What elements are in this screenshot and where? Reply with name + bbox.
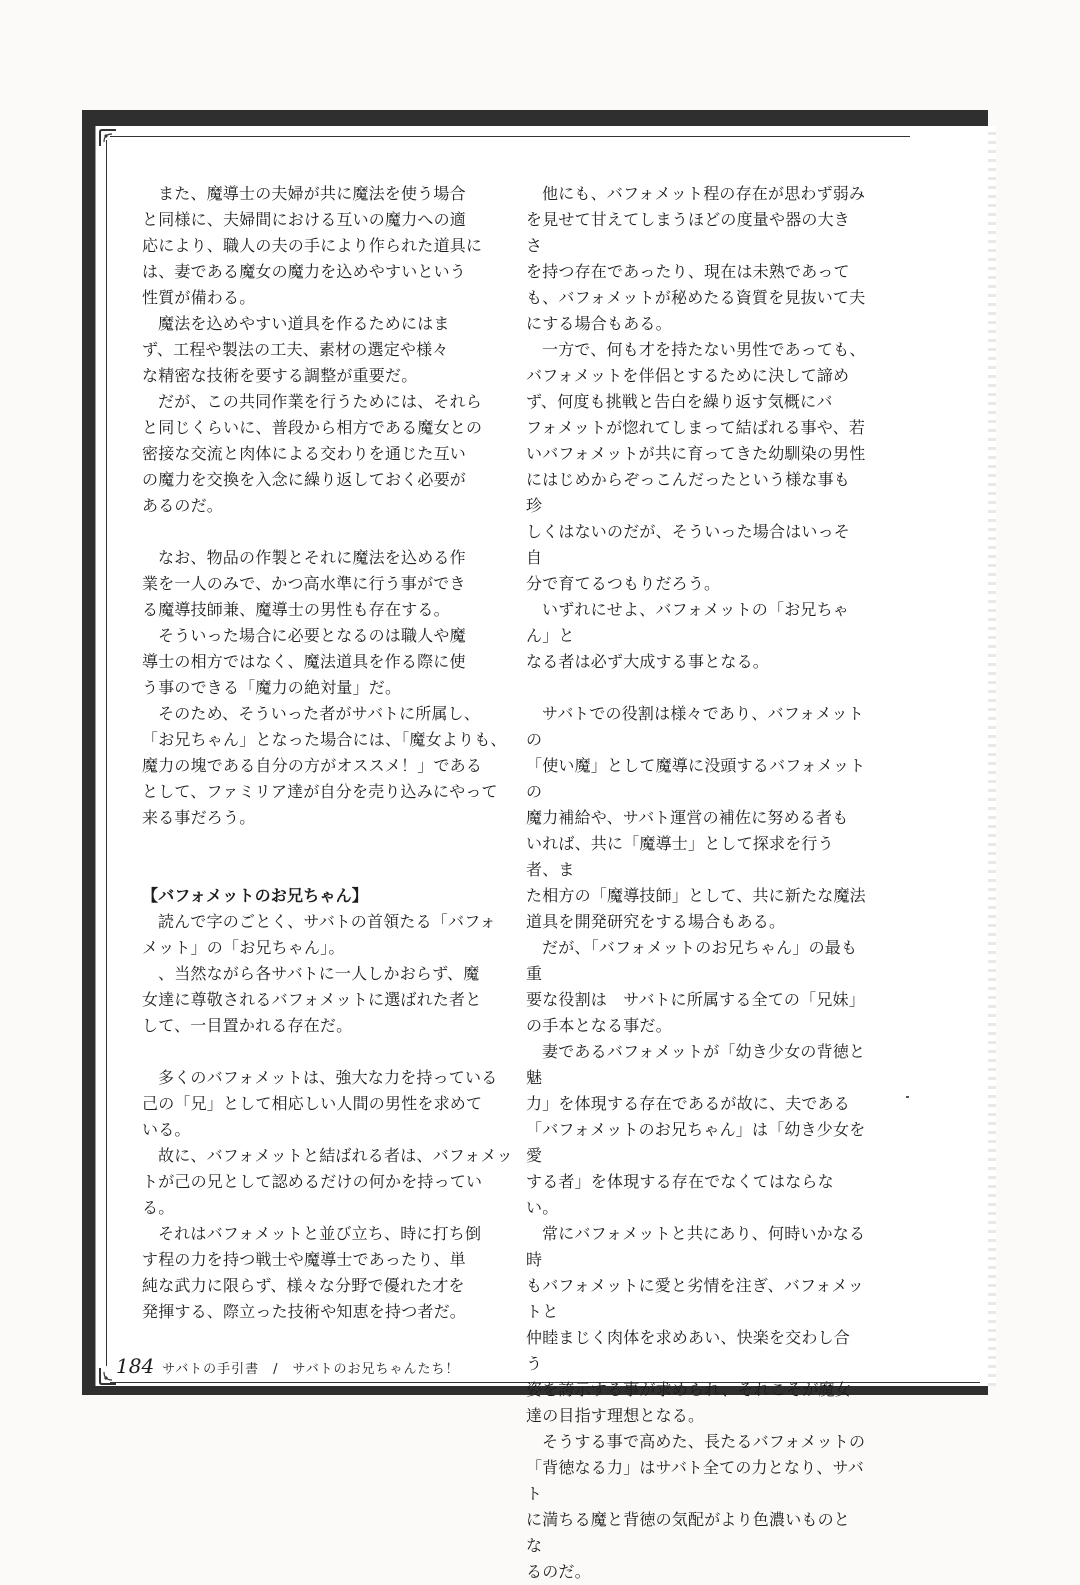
paragraph: また、魔導士の夫婦が共に魔法を使う場合 と同様に、夫婦間における互いの魔力への適 応により、職人の夫の手により作られた道具に は、妻である魔女の魔力を込めやすいという 性質が備わる。 — [142, 184, 483, 307]
paragraph: 故に、バフォメットと結ばれる者は、バフォメッ トが己の兄として認めるだけの何かを持ってい る。 — [142, 1146, 513, 1217]
book-page — [95, 126, 996, 1581]
page-number: 184 — [116, 1354, 155, 1378]
paragraph: それはバフォメットと並び立ち、時に打ち倒 す程の力を持つ戦士や魔導士であったり、単 純な武力に限らず、様々な分野で優れた才を 発揮する、際立った技術や知恵を持つ者だ。 — [142, 1224, 482, 1321]
paragraph: 、当然ながら各サバトに一人しかおらず、魔 女達に尊敬されるバフォメットに選ばれた者と して、一目置かれる存在だ。 — [142, 964, 482, 1035]
frame-left-line — [106, 140, 107, 1366]
paragraph: なお、物品の作製とそれに魔法を込める作 業を一人のみで、かつ高水準に行う事ができ る魔導技師兼、魔導士の男性も存在する。 — [142, 548, 466, 619]
paragraph: サバトでの役割は様々であり、バフォメットの 「使い魔」として魔導に没頭するバフォメットの 魔力補給や、サバト運営の補佐に努める者も いれば、共に「魔導士」として探求を行う者、ま た相方の「魔導技師」として、共に新たな魔法 道具を開発研究をする場合もある。 — [526, 704, 866, 931]
running-footer-text: サバトの手引書 / サバトのお兄ちゃんたち！ — [162, 1362, 460, 1377]
paragraph: だが、この共同作業を行うためには、それら と同じくらいに、普段から相方である魔女との 密接な交流と肉体による交わりを通じた互い の魔力を交換を入念に繰り返しておく必要が あるのだ。 — [142, 392, 483, 515]
frame-top-line — [110, 136, 910, 137]
paragraph-gap — [142, 519, 514, 545]
paragraph: だが、「バフォメットのお兄ちゃん」の最も重 要な役割は サバトに所属する全ての「兄妹」 の手本となる事だ。 — [526, 938, 865, 1035]
ornament-top-left-icon — [98, 128, 118, 148]
paragraph-gap — [526, 675, 866, 701]
paragraph: 魔法を込めやすい道具を作るためにはま ず、工程や製法の工夫、素材の選定や様々 な精密な技術を要する調整が重要だ。 — [142, 314, 450, 385]
paragraph: いずれにせよ、バフォメットの「お兄ちゃん」と なる者は必ず大成する事となる。 — [526, 600, 850, 671]
paragraph-gap — [142, 1039, 514, 1065]
paragraph: 一方で、何も才を持たない男性であっても、 バフォメットを伴侶とするために決して諦め ず、何度も挑戦と告白を繰り返す気概にバ フォメットが惚れてしまって結ばれる事や、若 いバフォメットが共に育ってきた幼馴染の男性 にはじめからぞっこんだったという様な事も珍 しくはないのだが、そういった場合はいっそ自 分で育てるつもりだろう。 — [526, 340, 866, 593]
page-footer — [116, 1354, 460, 1378]
paragraph: 多くのバフォメットは、強大な力を持っている 己の「兄」として相応しい人間の男性を求めて いる。 — [142, 1068, 498, 1139]
right-text-column — [526, 181, 866, 1585]
torn-right-edge — [988, 126, 996, 1386]
paragraph: そうする事で高めた、長たるバフォメットの 「背徳なる力」はサバト全ての力となり、サバト に満ちる魔と背徳の気配がより色濃いものとな るのだ。 — [526, 1432, 866, 1581]
paragraph: 妻であるバフォメットが「幼き少女の背徳と魅 力」を体現する存在であるが故に、夫である 「バフォメットのお兄ちゃん」は「幼き少女を愛 する者」を体現する存在でなくてはならない。 — [526, 1042, 866, 1217]
paragraph-gap — [142, 831, 514, 857]
paragraph: そのため、そういった者がサバトに所属し、 「お兄ちゃん」となった場合には、「魔女よりも、 魔力の塊である自分の方がオススメ！」である として、ファミリア達が自分を売り込みにやって 来る事だろう。 — [142, 704, 507, 827]
stray-ink-mark — [906, 1096, 909, 1098]
paragraph: 読んで字のごとく、サバトの首領たる「バフォ メット」の「お兄ちゃん」。 — [142, 912, 496, 957]
paragraph-gap — [142, 857, 514, 883]
paragraph: そういった場合に必要となるのは職人や魔 導士の相方ではなく、魔法道具を作る際に使 う事のできる「魔力の絶対量」だ。 — [142, 626, 466, 697]
section-heading: 【バフォメットのお兄ちゃん】 — [142, 886, 369, 905]
left-text-column — [142, 181, 514, 1325]
paragraph: 他にも、バフォメット程の存在が思わず弱み を見せて甘えてしまうほどの度量や器の大きさ を持つ存在であったり、現在は未熟であって も、バフォメットが秘めたる資質を見抜いて夫 にする場合もある。 — [526, 184, 866, 333]
paragraph: 常にバフォメットと共にあり、何時いかなる時 もバフォメットに愛と劣情を注ぎ、バフォメットと 仲睦まじく肉体を求めあい、快楽を交わし合う 姿を誇示する事が求められ、それこそが魔女 達の目指す理想となる。 — [526, 1224, 866, 1425]
ornament-bottom-left-icon — [98, 1366, 118, 1386]
